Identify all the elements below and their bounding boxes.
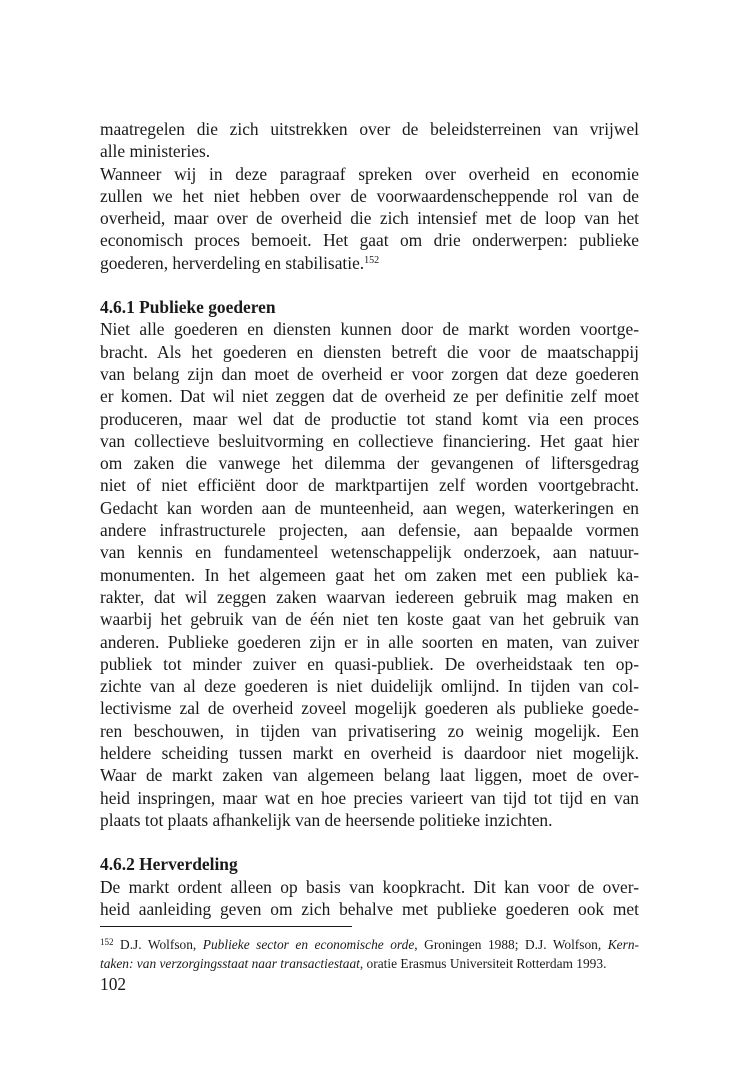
text-line: om zaken die vanwege het dilemma der gevangenen of liftersgedrag: [100, 453, 639, 474]
text-line: De markt ordent alleen op basis van koopkracht. Dit kan voor de over-: [100, 876, 639, 897]
text-line: monumenten. In het algemeen gaat het om zaken met een publiek ka-: [100, 564, 639, 585]
footnote-line: [100, 935, 639, 954]
section-heading-publieke-goederen: 4.6.1 Publieke goederen: [100, 297, 276, 318]
footnote-text: D.J. Wolfson,: [113, 937, 203, 952]
footnote-line: [100, 954, 639, 973]
paragraph-continuation: [100, 118, 639, 163]
text-line: van kennis en fundamenteel wetenschappelijk onderzoek, aan natuur-: [100, 542, 639, 563]
footnote-title: taken: van verzorgingsstaat naar transactiestaat: [100, 956, 360, 971]
text-line: ren beschouwen, in tijden van privatisering zo weinig mogelijk. Een: [100, 720, 639, 741]
paragraph-intro: [100, 163, 639, 274]
text-line: economisch proces bemoeit. Het gaat om drie onderwerpen: publieke: [100, 230, 639, 251]
text-line: publiek tot minder zuiver en quasi-publiek. De overheidstaak ten op-: [100, 653, 639, 674]
text-line: niet of niet efficiënt door de marktpartijen zelf worden voortgebracht.: [100, 475, 639, 496]
text-line: Gedacht kan worden aan de munteenheid, aan wegen, waterkeringen en: [100, 497, 639, 518]
footnote-number: 152: [100, 937, 114, 947]
footnote-title: Publieke sector en economische orde: [202, 937, 415, 952]
text-line: anderen. Publieke goederen zijn er in alle soorten en maten, van zuiver: [100, 631, 639, 652]
text-line-with-ref: [100, 252, 639, 274]
section-body-herverdeling: [100, 876, 639, 921]
text-line: lectivisme zal de overheid zoveel mogelijk goederen als publieke goede-: [100, 698, 639, 719]
text-line: heid inspringen, maar wat en hoe precies varieert van tijd tot tijd en van: [100, 787, 639, 808]
footnote-divider: [100, 926, 352, 927]
text-line: heid aanleiding geven om zich behalve met publieke goederen ook met: [100, 898, 639, 919]
text-line: zullen we het niet hebben over de voorwaardenscheppende rol van de: [100, 185, 639, 206]
text-line: Wanneer wij in deze paragraaf spreken over overheid en economie: [100, 163, 639, 184]
section-heading-herverdeling: 4.6.2 Herverdeling: [100, 854, 238, 875]
text-line: van collectieve besluitvorming en collectieve financiering. Het gaat hier: [100, 430, 639, 451]
text-line: goederen, herverdeling en stabilisatie.: [100, 252, 365, 273]
text-line: plaats tot plaats afhankelijk van de heersende politieke inzichten.: [100, 809, 553, 830]
text-line: heldere scheiding tussen markt en overheid is daardoor niet mogelijk.: [100, 743, 639, 764]
text-line: rakter, dat wil zeggen zaken waarvan iedereen gebruik mag maken en: [100, 586, 639, 607]
text-line: overheid, maar over de overheid die zich intensief met de loop van het: [100, 208, 639, 229]
footnote-reference[interactable]: 152: [364, 254, 380, 266]
text-line: waarbij het gebruik van de één niet ten koste gaat van het gebruik van: [100, 609, 639, 630]
text-line: Niet alle goederen en diensten kunnen door de markt worden voortge-: [100, 319, 639, 340]
text-line: er komen. Dat wil niet zeggen dat de overheid ze per definitie zelf moet: [100, 386, 639, 407]
text-line: produceren, maar wel dat de productie tot stand komt via een proces: [100, 408, 639, 429]
text-line: Waar de markt zaken van algemeen belang laat liggen, moet de over-: [100, 765, 639, 786]
page-body: [100, 118, 639, 920]
text-line: maatregelen die zich uitstrekken over de beleidsterreinen van vrijwel: [100, 119, 639, 139]
section-body-publieke-goederen: [100, 318, 639, 831]
text-line: zichte van al deze goederen is niet duidelijk omlijnd. In tijden van col-: [100, 676, 639, 697]
footnote-title: Kern-: [607, 937, 639, 952]
page-number: 102: [100, 974, 127, 994]
footnote-text: , Groningen 1988; D.J. Wolfson,: [414, 937, 608, 952]
footnote: [100, 935, 639, 973]
footnote-text: , oratie Erasmus Universiteit Rotterdam 1993.: [359, 956, 607, 971]
text-line: alle ministeries.: [100, 141, 211, 162]
text-line: andere infrastructurele projecten, aan defensie, aan bepaalde vormen: [100, 520, 639, 541]
text-line: van belang zijn dan moet de overheid er voor zorgen dat deze goederen: [100, 363, 639, 384]
text-line: bracht. Als het goederen en diensten betreft die voor de maatschappij: [100, 341, 639, 362]
